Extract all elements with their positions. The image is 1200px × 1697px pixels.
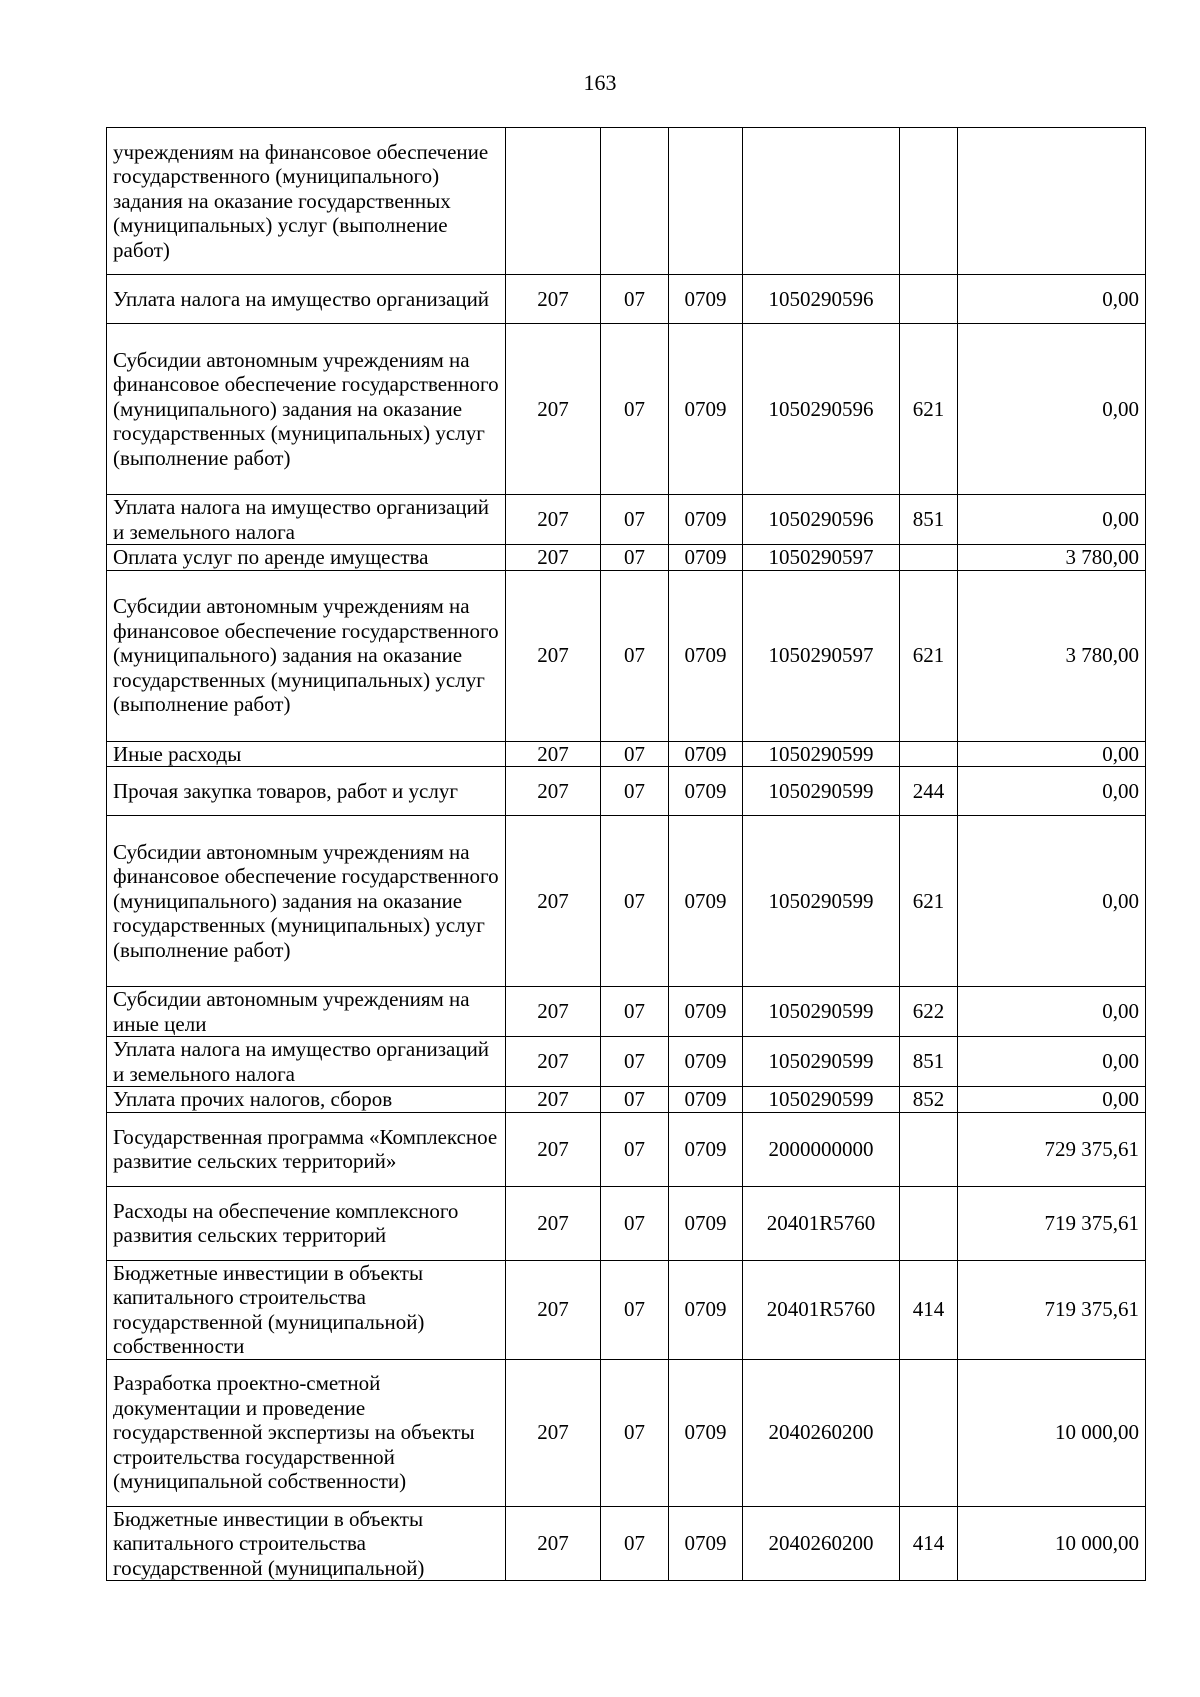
gr-code: 207: [506, 1506, 601, 1581]
gr-code: 207: [506, 570, 601, 741]
rz-code: 07: [601, 545, 669, 571]
expense-name: Уплата прочих налогов, сборов: [107, 1087, 506, 1113]
prz-code: 0709: [669, 1112, 743, 1186]
prz-code: 0709: [669, 1037, 743, 1087]
prz-code: 0709: [669, 275, 743, 324]
csr-code: 1050290599: [743, 741, 900, 767]
rz-code: [601, 128, 669, 275]
csr-code: 1050290599: [743, 816, 900, 987]
expense-name: Субсидии автономным учреждениям на финансовое обеспечение государственного (муниципального) задания на оказание государственных (муниципальных) услуг (выполнение работ): [107, 816, 506, 987]
amount: 0,00: [958, 324, 1146, 495]
rz-code: 07: [601, 1037, 669, 1087]
csr-code: 2000000000: [743, 1112, 900, 1186]
rz-code: 07: [601, 1087, 669, 1113]
prz-code: 0709: [669, 816, 743, 987]
prz-code: 0709: [669, 1087, 743, 1113]
amount: 729 375,61: [958, 1112, 1146, 1186]
expense-name: Оплата услуг по аренде имущества: [107, 545, 506, 571]
expense-name: Субсидии автономным учреждениям на финансовое обеспечение государственного (муниципального) задания на оказание государственных (муниципальных) услуг (выполнение работ): [107, 570, 506, 741]
vr-code: 621: [900, 324, 958, 495]
expense-name: учреждениям на финансовое обеспечение государственного (муниципального) задания на оказание государственных (муниципальных) услуг (выполнение работ): [107, 128, 506, 275]
expense-name: Уплата налога на имущество организаций и земельного налога: [107, 495, 506, 545]
gr-code: 207: [506, 1087, 601, 1113]
amount: 3 780,00: [958, 570, 1146, 741]
gr-code: [506, 128, 601, 275]
vr-code: 621: [900, 816, 958, 987]
gr-code: 207: [506, 1186, 601, 1260]
expense-name: Прочая закупка товаров, работ и услуг: [107, 767, 506, 816]
rz-code: 07: [601, 1359, 669, 1506]
csr-code: 1050290596: [743, 275, 900, 324]
vr-code: [900, 741, 958, 767]
amount: 0,00: [958, 275, 1146, 324]
rz-code: 07: [601, 816, 669, 987]
vr-code: 622: [900, 987, 958, 1037]
csr-code: 1050290596: [743, 324, 900, 495]
gr-code: 207: [506, 275, 601, 324]
csr-code: 1050290597: [743, 570, 900, 741]
amount: 0,00: [958, 767, 1146, 816]
csr-code: 1050290599: [743, 1087, 900, 1113]
expense-name: Бюджетные инвестиции в объекты капитального строительства государственной (муниципальной): [107, 1506, 506, 1581]
prz-code: 0709: [669, 1186, 743, 1260]
prz-code: 0709: [669, 570, 743, 741]
vr-code: [900, 1359, 958, 1506]
prz-code: 0709: [669, 324, 743, 495]
expense-name: Бюджетные инвестиции в объекты капитального строительства государственной (муниципальной) собственности: [107, 1260, 506, 1359]
csr-code: 20401R5760: [743, 1186, 900, 1260]
rz-code: 07: [601, 1260, 669, 1359]
csr-code: 2040260200: [743, 1506, 900, 1581]
expense-name: Уплата налога на имущество организаций: [107, 275, 506, 324]
rz-code: 07: [601, 324, 669, 495]
gr-code: 207: [506, 545, 601, 571]
table-row: [107, 741, 1146, 767]
rz-code: 07: [601, 1506, 669, 1581]
vr-code: 244: [900, 767, 958, 816]
expense-name: Уплата налога на имущество организаций и земельного налога: [107, 1037, 506, 1087]
rz-code: 07: [601, 741, 669, 767]
csr-code: 1050290599: [743, 767, 900, 816]
table-row: [107, 1506, 1146, 1581]
gr-code: 207: [506, 1037, 601, 1087]
expense-name: Субсидии автономным учреждениям на иные цели: [107, 987, 506, 1037]
expense-name: Расходы на обеспечение комплексного развития сельских территорий: [107, 1186, 506, 1260]
gr-code: 207: [506, 1112, 601, 1186]
gr-code: 207: [506, 987, 601, 1037]
table-row: [107, 324, 1146, 495]
gr-code: 207: [506, 816, 601, 987]
prz-code: 0709: [669, 767, 743, 816]
vr-code: [900, 1186, 958, 1260]
prz-code: 0709: [669, 1506, 743, 1581]
expense-name: Разработка проектно-сметной документации и проведение государственной экспертизы на объекты строительства государственной (муниципальной собственности): [107, 1359, 506, 1506]
table-row: [107, 495, 1146, 545]
vr-code: 414: [900, 1506, 958, 1581]
amount: 719 375,61: [958, 1186, 1146, 1260]
amount: 10 000,00: [958, 1506, 1146, 1581]
rz-code: 07: [601, 275, 669, 324]
gr-code: 207: [506, 324, 601, 495]
amount: 0,00: [958, 495, 1146, 545]
vr-code: [900, 1112, 958, 1186]
table-row: [107, 1186, 1146, 1260]
gr-code: 207: [506, 1359, 601, 1506]
csr-code: [743, 128, 900, 275]
gr-code: 207: [506, 741, 601, 767]
expense-name: Субсидии автономным учреждениям на финансовое обеспечение государственного (муниципального) задания на оказание государственных (муниципальных) услуг (выполнение работ): [107, 324, 506, 495]
prz-code: 0709: [669, 545, 743, 571]
amount: 0,00: [958, 1037, 1146, 1087]
vr-code: 414: [900, 1260, 958, 1359]
vr-code: 851: [900, 1037, 958, 1087]
csr-code: 20401R5760: [743, 1260, 900, 1359]
table-row: [107, 1359, 1146, 1506]
rz-code: 07: [601, 1112, 669, 1186]
vr-code: [900, 275, 958, 324]
table-row: [107, 1037, 1146, 1087]
vr-code: 851: [900, 495, 958, 545]
table-row: [107, 767, 1146, 816]
gr-code: 207: [506, 767, 601, 816]
csr-code: 1050290597: [743, 545, 900, 571]
prz-code: 0709: [669, 1359, 743, 1506]
amount: 10 000,00: [958, 1359, 1146, 1506]
expense-name: Иные расходы: [107, 741, 506, 767]
rz-code: 07: [601, 570, 669, 741]
rz-code: 07: [601, 495, 669, 545]
rz-code: 07: [601, 767, 669, 816]
prz-code: 0709: [669, 1260, 743, 1359]
rz-code: 07: [601, 987, 669, 1037]
vr-code: [900, 545, 958, 571]
table-row: [107, 545, 1146, 571]
table-row: [107, 1260, 1146, 1359]
rz-code: 07: [601, 1186, 669, 1260]
page-number: 163: [583, 70, 617, 95]
vr-code: 852: [900, 1087, 958, 1113]
amount: 719 375,61: [958, 1260, 1146, 1359]
prz-code: 0709: [669, 741, 743, 767]
budget-table: [106, 127, 1146, 1581]
vr-code: [900, 128, 958, 275]
gr-code: 207: [506, 1260, 601, 1359]
amount: 0,00: [958, 987, 1146, 1037]
prz-code: 0709: [669, 495, 743, 545]
csr-code: 1050290599: [743, 1037, 900, 1087]
amount: 3 780,00: [958, 545, 1146, 571]
amount: [958, 128, 1146, 275]
amount: 0,00: [958, 816, 1146, 987]
vr-code: 621: [900, 570, 958, 741]
gr-code: 207: [506, 495, 601, 545]
table-row: [107, 987, 1146, 1037]
csr-code: 1050290599: [743, 987, 900, 1037]
table-row: [107, 275, 1146, 324]
amount: 0,00: [958, 741, 1146, 767]
amount: 0,00: [958, 1087, 1146, 1113]
table-row: [107, 816, 1146, 987]
table-row: [107, 1087, 1146, 1113]
csr-code: 2040260200: [743, 1359, 900, 1506]
table-row: [107, 570, 1146, 741]
prz-code: [669, 128, 743, 275]
expense-name: Государственная программа «Комплексное развитие сельских территорий»: [107, 1112, 506, 1186]
prz-code: 0709: [669, 987, 743, 1037]
table-row: [107, 128, 1146, 275]
csr-code: 1050290596: [743, 495, 900, 545]
table-row: [107, 1112, 1146, 1186]
